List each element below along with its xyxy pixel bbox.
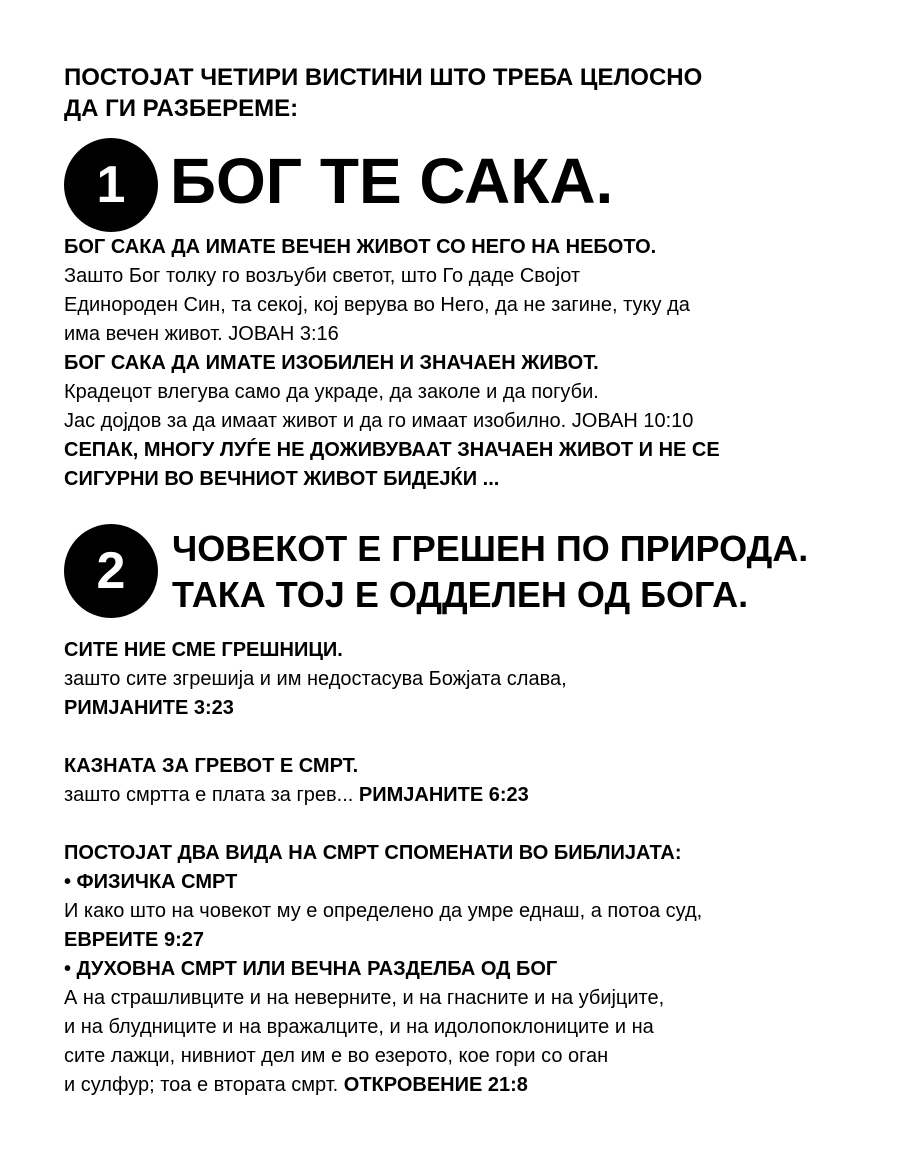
- bullet-item: • ДУХОВНА СМРТ ИЛИ ВЕЧНА РАЗДЕЛБА ОД БОГ: [64, 958, 558, 980]
- section-1-body: [64, 233, 884, 494]
- paragraph-title: КАЗНАТА ЗА ГРЕВОТ Е СМРТ.: [64, 755, 359, 777]
- section-1-line: има вечен живот. ЈОВАН 3:16: [64, 323, 339, 345]
- section-2-heading-line-2: ТАКА ТОЈ Е ОДДЕЛЕН ОД БОГА.: [172, 574, 749, 615]
- scripture-reference: РИМЈАНИТЕ 3:23: [64, 697, 234, 719]
- paragraph-title: СИТЕ НИЕ СМЕ ГРЕШНИЦИ.: [64, 639, 343, 661]
- section-1-line: Крадецот влегува само да украде, да заколе и да погуби.: [64, 381, 599, 403]
- scripture-reference: ОТКРОВЕНИЕ 21:8: [343, 1074, 528, 1096]
- paragraph-text: и на блудниците и на вражалците, и на идолопоклониците и на: [64, 1016, 654, 1038]
- paragraph-text-with-reference: [64, 781, 884, 810]
- section-2-heading: [172, 526, 808, 618]
- section-1-number-badge: 1: [64, 138, 158, 232]
- intro-heading: [64, 62, 864, 124]
- section-2-number-badge: 2: [64, 524, 158, 618]
- section-1-line: СИГУРНИ ВО ВЕЧНИОТ ЖИВОТ БИДЕЈЌИ ...: [64, 468, 500, 490]
- section-1-line: БОГ САКА ДА ИМАТЕ ИЗОБИЛЕН И ЗНАЧАЕН ЖИВОТ.: [64, 352, 599, 374]
- section-1-line: Зашто Бог толку го возљуби светот, што Го даде Својот: [64, 265, 581, 287]
- bullet-item: • ФИЗИЧКА СМРТ: [64, 871, 238, 893]
- paragraph-text: зашто смртта е плата за грев...: [64, 784, 354, 806]
- section-2-heading-line-1: ЧОВЕКОТ Е ГРЕШЕН ПО ПРИРОДА.: [172, 528, 809, 569]
- section-1-heading: БОГ ТЕ САКА.: [170, 145, 614, 217]
- paragraph-text: А на страшливците и на неверните, и на гнасните и на убијците,: [64, 987, 665, 1009]
- paragraph-text: и сулфур; тоа е втората смрт.: [64, 1074, 339, 1096]
- section-1-line: СЕПАК, МНОГУ ЛУЃЕ НЕ ДОЖИВУВААТ ЗНАЧАЕН ЖИВОТ И НЕ СЕ: [64, 439, 720, 461]
- paragraph-text: сите лажци, нивниот дел им е во езерото, кое гори со оган: [64, 1045, 609, 1067]
- intro-line-2: ДА ГИ РАЗБЕРЕМЕ:: [64, 95, 299, 122]
- section-1-line: Јас дојдов за да имаат живот и да го имаат изобилно. ЈОВАН 10:10: [64, 410, 694, 432]
- scripture-reference: ЕВРЕИТЕ 9:27: [64, 929, 204, 951]
- section-1-line: Единороден Син, та секој, кој верува во Него, да не загине, туку да: [64, 294, 690, 316]
- intro-line-1: ПОСТОЈАТ ЧЕТИРИ ВИСТИНИ ШТО ТРЕБА ЦЕЛОСНО: [64, 64, 703, 91]
- paragraph-title: ПОСТОЈАТ ДВА ВИДА НА СМРТ СПОМЕНАТИ ВО БИБЛИЈАТА:: [64, 842, 682, 864]
- section-2-body: [64, 636, 884, 1100]
- scripture-reference: РИМЈАНИТЕ 6:23: [358, 784, 529, 806]
- section-1-line: БОГ САКА ДА ИМАТЕ ВЕЧЕН ЖИВОТ СО НЕГО НА НЕБОТО.: [64, 236, 657, 258]
- paragraph-text-with-reference: [64, 1071, 884, 1100]
- paragraph-text: зашто сите згрешија и им недостасува Божјата слава,: [64, 668, 567, 690]
- paragraph-text: И како што на човекот му е определено да умре еднаш, а потоа суд,: [64, 900, 703, 922]
